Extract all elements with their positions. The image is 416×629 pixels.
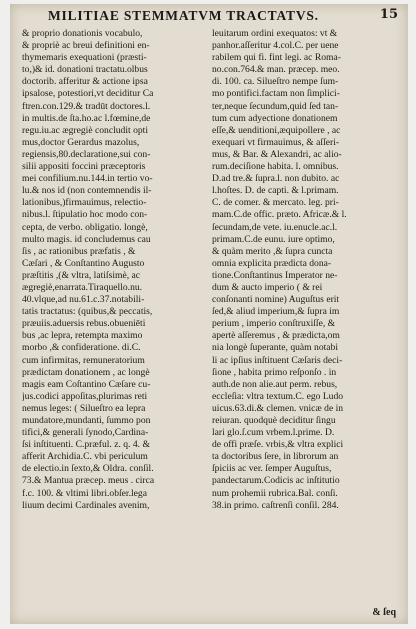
text-line: rum.deciſione habita. l. omnibus. — [212, 161, 339, 173]
text-line: Cæſari , & Conſtantino Augusto — [22, 257, 145, 269]
text-line: no.con.764.& man. præcep. meo. — [212, 64, 340, 76]
text-line: præuiis.aduersis rebus.obueniēti — [22, 318, 146, 330]
text-line: ſecundam,de vete. iu.enucle.ac.l. — [212, 221, 338, 233]
text-line: apertè aſſeremus , & prædicta,om — [212, 330, 340, 342]
text-line: tifici,& generali ſynodo,Cardina- — [22, 427, 149, 439]
folio-number: 15 — [379, 7, 398, 22]
text-line: auth.de non alie.aut perm. rebus, — [212, 378, 338, 390]
text-line: eccleſia: vltra textum.C. ego Ludo — [212, 390, 344, 402]
text-line: uicus.63.di.& clemen. vnicæ de in — [212, 402, 344, 414]
text-line: cepta, de verbo. obligatio. longè, — [22, 221, 148, 233]
text-line: ipsalose, potestiori,vt deciditur Ca — [22, 88, 154, 100]
text-line: exequari vt firmauimus, & aſſeri- — [212, 136, 340, 148]
text-line: num prohemii rubrica.Bal. conſi. — [212, 487, 338, 499]
text-line: mam.C.de offic. præto. Africæ.& l. — [212, 209, 347, 221]
text-line: nibus.l. ſtipulatio hoc modo con- — [22, 209, 148, 221]
text-line: ſis , ac rationibus præfatis , & — [22, 245, 136, 257]
text-line: multo magis. id concludemus cau — [22, 233, 151, 245]
text-line: 40.vlque,ad nu.61.c.37.notabili- — [22, 294, 145, 306]
text-line: 73.& Mantua præcep. meus . circa — [22, 475, 155, 487]
text-line: conſonanti nomine) Auguſtus erit — [212, 294, 340, 306]
text-line: de offi præſe. vrbis,& vltra explici — [212, 439, 344, 451]
text-line: & propriè ac breui definitioni en- — [22, 40, 150, 52]
text-line: liuum decimi Cardinales avenim, — [22, 499, 150, 511]
text-line: præſtitis ,(& vltra, latiſsimè, ac — [22, 269, 141, 281]
text-line: leuitarum ordini exequatos: vt & — [212, 28, 338, 39]
text-line: ſsi inſtituenti. C.præful. z. q. 4. & — [22, 439, 150, 451]
text-line: regiensis,80.declaratione,sui con- — [22, 148, 151, 160]
text-line: panhor.aſſeritur 4.col.C. per uene — [212, 40, 339, 52]
text-line: nia longè ſuperante, quàm notabi — [212, 342, 339, 354]
text-line: li ac ipſius inſtituent Cæſaris deci- — [212, 354, 343, 366]
text-line: jus.codici appoſitas,plurimas reti — [22, 390, 148, 402]
text-line: cum infirmitas, remuneratorium — [22, 354, 145, 366]
text-line: perium , imperio conſtruxiſſe, & — [212, 318, 336, 330]
text-line: nemus leges: ( Silueſtro ea lepra — [22, 402, 146, 414]
running-title: MILITIAE STEMMATVM TRACTATVS. — [48, 8, 319, 23]
text-line: & quàm merito ,& ſupra cuncta — [212, 245, 333, 257]
text-line: ter,neque ſecundum,quid ſed tan- — [212, 100, 339, 112]
text-line: reiuran. quodquè deciditur ſingu — [212, 415, 336, 426]
text-line: doctorib. afferitur & actione ipsa — [22, 76, 148, 88]
text-line: silii appositi foccini præceptoris — [22, 161, 146, 173]
text-line: tatis tractatus: (quibus,& peccatis, — [22, 306, 153, 318]
text-line: de electio.in ſexto,& Oldra. conſil. — [22, 463, 154, 475]
text-line: D.ad tre.& ſupra.l. non dubito. ac — [212, 173, 340, 185]
text-line: afferit Archidia.C. vbi periculum — [22, 451, 148, 463]
text-line: ftren.con.129.& tradūt doctores.l. — [22, 100, 151, 112]
text-line: mo pontifici.factam non ſimplici- — [212, 88, 340, 100]
text-line: to,)& id. donationi tractatu.olbus — [22, 64, 148, 76]
text-line: tione.Conſtantinus Imperator ne- — [212, 269, 338, 281]
text-line: in multis.de ſta.ho.ac l.fœmine,de — [22, 112, 151, 124]
text-line: mus,doctor Gerardus mazolus, — [22, 136, 140, 148]
text-line: ægregiè,enarrata.Tiraquello.nu. — [22, 281, 143, 293]
text-line: l.hoſtes. D. de capti. & l.primam. — [212, 185, 339, 197]
text-line: ſpiciis ac ver. ſemper Auguſtus, — [212, 463, 332, 475]
text-line: ta doctoribus ſere, in librorum an — [212, 451, 339, 463]
text-line: ſione , habita primo reſponſo . in — [212, 366, 337, 378]
text-line: eſſe,& uenditioni,æquipollere , ac — [212, 124, 341, 136]
text-line: omnia explicita prædicta dona- — [212, 257, 332, 269]
text-line: di. 100. ca. Silueſtro nempe ſum- — [212, 76, 339, 88]
text-line: prædictam donationem , ac longè — [22, 366, 150, 378]
text-line: mei confilium.nu.144.in tertio vo- — [22, 173, 153, 185]
text-line: thymemaris exequationi (præsti- — [22, 52, 147, 64]
text-line: lationibus,)firmauimus, relectio- — [22, 197, 147, 209]
text-line: 38.in primo. caſtrenſi conſil. 284. — [212, 499, 339, 511]
text-line: rabilem qui fi. fint legi. ac Roma- — [212, 52, 341, 64]
book-page — [10, 4, 408, 624]
text-line: tum cum adyectione donationem — [212, 112, 338, 124]
text-line: f.c. 100. & vltimi libri.obſer.lega — [22, 487, 147, 499]
right-text-column — [212, 28, 390, 512]
text-line: regu.iu.ac ægregiè concludit opti — [22, 124, 149, 136]
left-text-column — [22, 28, 194, 512]
text-line: primam.C.de eunu. iure optimo, — [212, 233, 335, 245]
text-line: morbo ,& confideratione. di.C. — [22, 342, 141, 354]
text-line: lu.& nos id (non contemnendis il- — [22, 185, 152, 197]
catchword: & ſeq — [372, 607, 396, 618]
text-line: & proprio donationis vocabulo, — [22, 28, 143, 39]
text-line: ſed,& aliud imperium,& ſupra im — [212, 306, 340, 318]
text-line: C. de comer. & mercato. leg. pri- — [212, 197, 339, 209]
text-line: bus ,ac lepra, retempta maximo — [22, 330, 143, 342]
text-line: lari glo.ſ.cum vrbem.l.prime. D. — [212, 427, 335, 439]
text-line: mus, & Bar. & Alexandri, ac alio- — [212, 148, 342, 160]
text-line: mundatore,mundanti, ſummo pon — [22, 415, 151, 426]
text-line: magis eam Coſtantino Cæſare cu- — [22, 378, 151, 390]
text-line: dum & aucto imperio ( & rei — [212, 281, 323, 293]
text-line: pandectarum.Codicis ac inſtitutio — [212, 475, 340, 487]
